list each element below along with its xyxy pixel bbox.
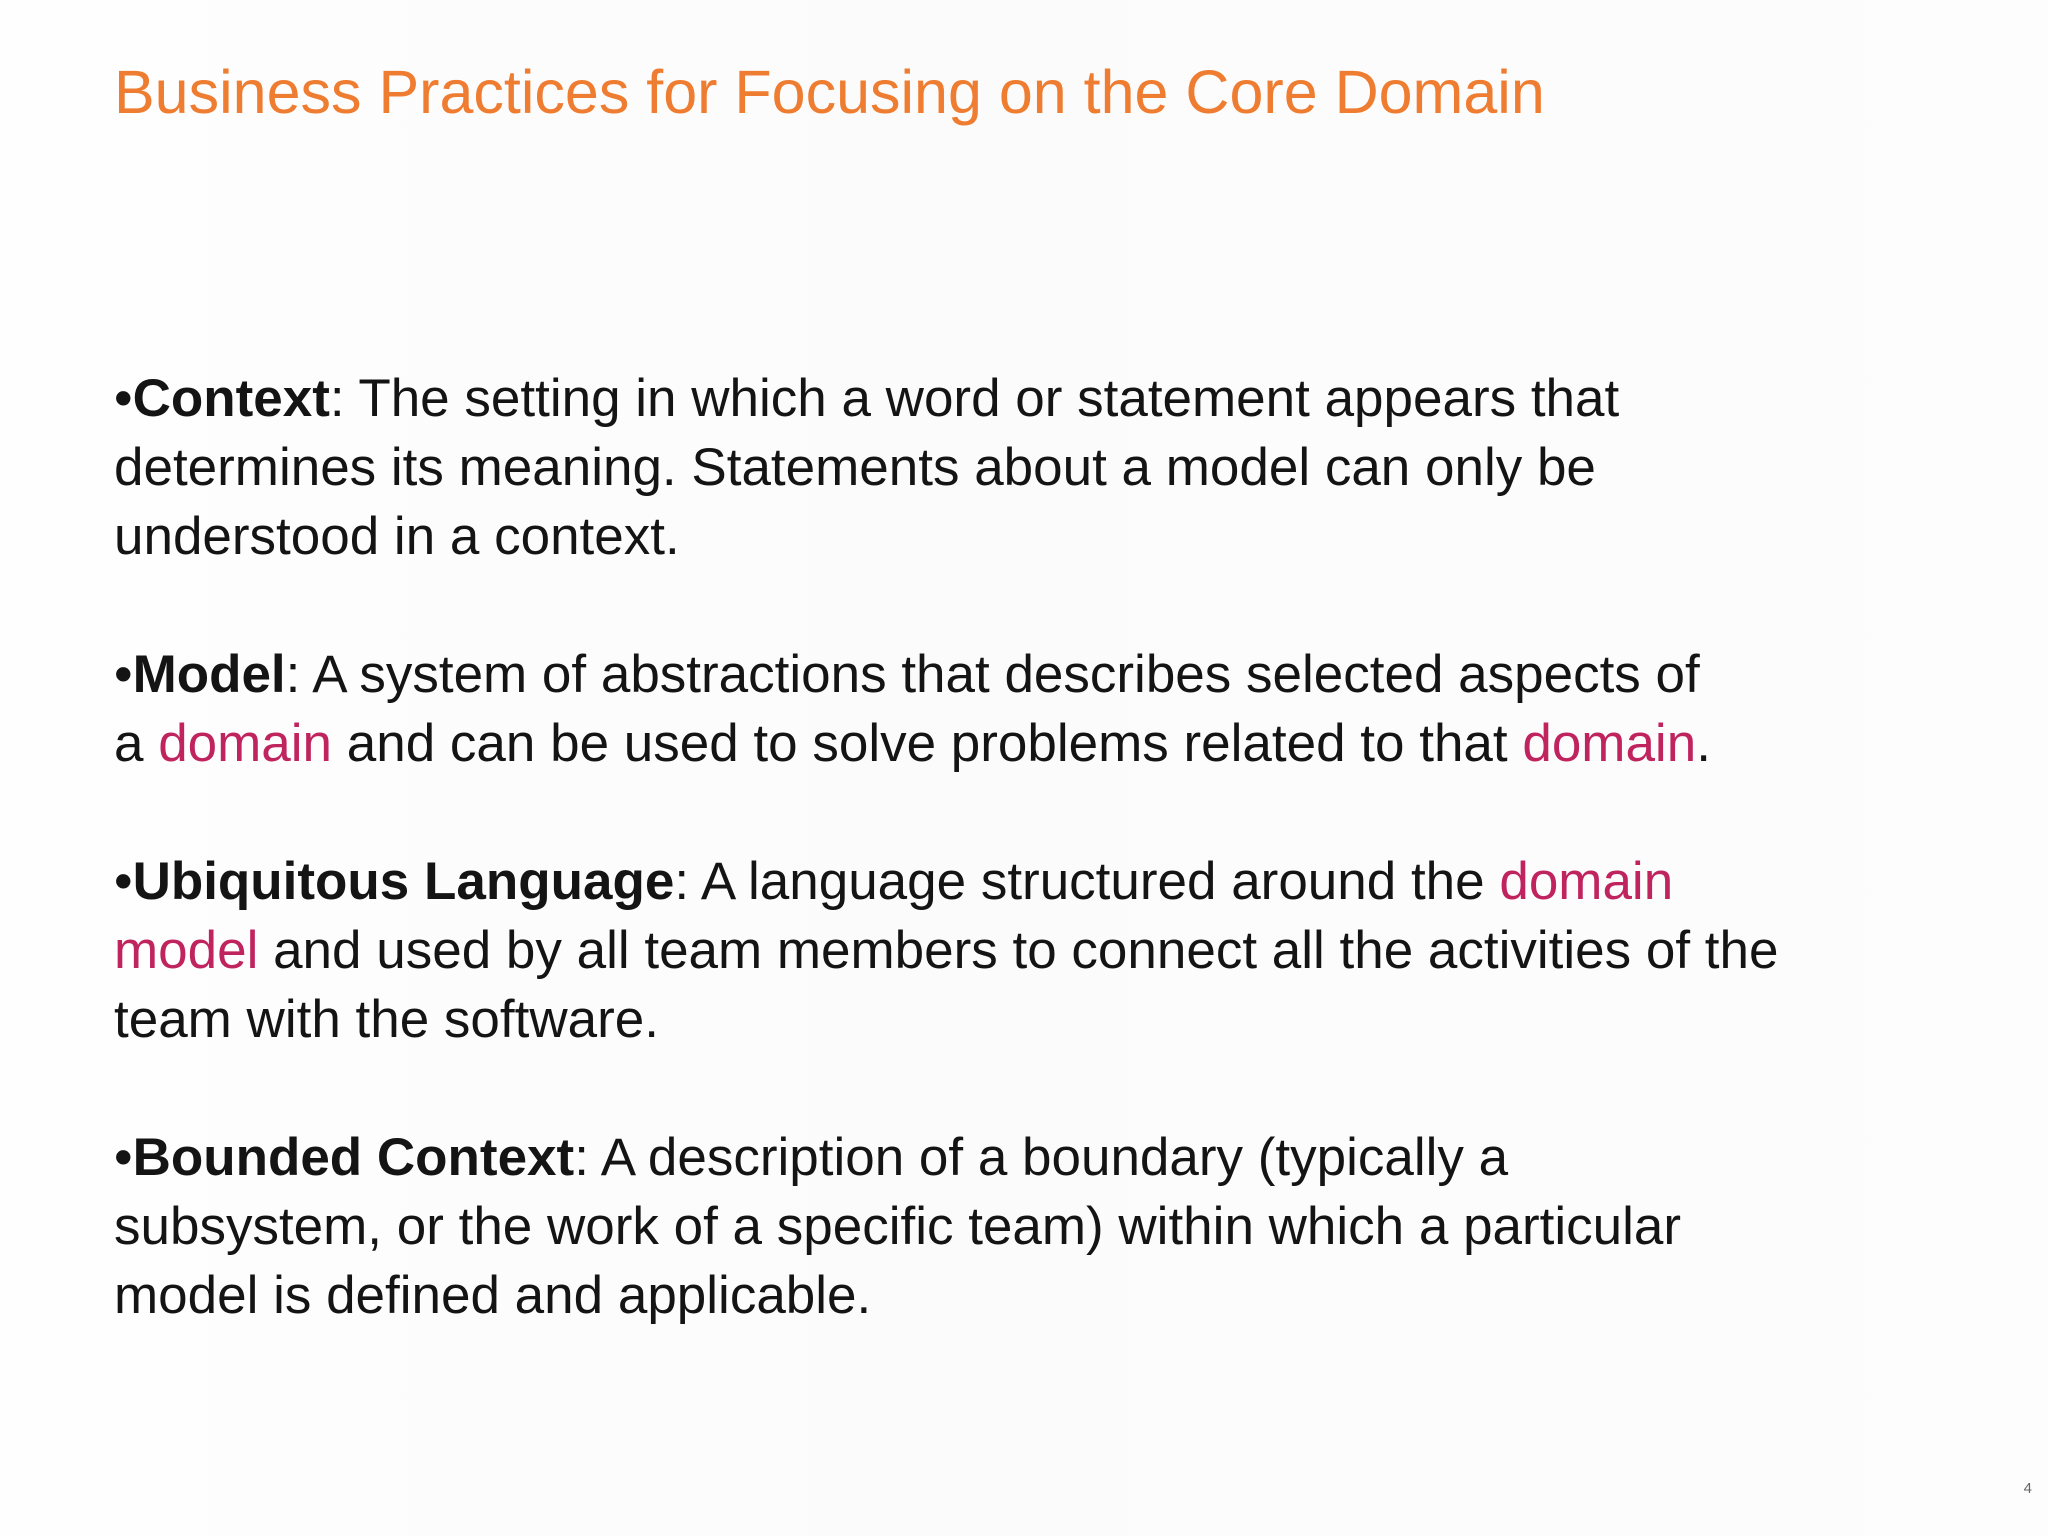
term-bounded-context: Bounded Context	[132, 1128, 575, 1187]
definition-text: team with the software.	[114, 990, 659, 1049]
term-context: Context	[132, 369, 330, 428]
definition-text: : The setting in which a word or statement appears that	[329, 369, 1620, 428]
bullet-line	[114, 709, 1964, 778]
bullet-line	[114, 847, 1964, 916]
definition-text: a	[114, 714, 159, 773]
bullet-line	[114, 364, 1964, 433]
bullet-marker: •	[114, 1128, 133, 1187]
page-number: 4	[2023, 1480, 2032, 1497]
bullet-line	[114, 916, 1964, 985]
bullet-line	[114, 640, 1964, 709]
bullet-bounded-context	[114, 1123, 1964, 1330]
bullet-line	[114, 1123, 1964, 1192]
term-ubiquitous-language: Ubiquitous Language	[132, 852, 675, 911]
definition-text: subsystem, or the work of a specific team) within which a particular	[114, 1197, 1682, 1256]
highlighted-term: domain	[1522, 714, 1697, 773]
definition-text: and used by all team members to connect all the activities of the	[258, 921, 1779, 980]
definition-text: understood in a context.	[114, 507, 680, 566]
bullet-marker: •	[114, 852, 133, 911]
definition-text: determines its meaning. Statements about a model can only be	[114, 438, 1596, 497]
definition-text: : A description of a boundary (typically a	[574, 1128, 1509, 1187]
definition-text: : A language structured around the	[674, 852, 1500, 911]
highlighted-term: domain	[158, 714, 333, 773]
bullet-model	[114, 640, 1964, 778]
definition-list	[114, 364, 1964, 1399]
bullet-marker: •	[114, 369, 133, 428]
highlighted-term: domain	[1499, 852, 1674, 911]
slide-title: Business Practices for Focusing on the Core Domain	[114, 58, 1545, 126]
highlighted-term: model	[114, 921, 259, 980]
definition-text: model is defined and applicable.	[114, 1266, 872, 1325]
bullet-marker: •	[114, 645, 133, 704]
definition-text: and can be used to solve problems related to that	[332, 714, 1523, 773]
bullet-context	[114, 364, 1964, 571]
term-model: Model	[132, 645, 286, 704]
definition-text: .	[1696, 714, 1711, 773]
definition-text: : A system of abstractions that describes selected aspects of	[285, 645, 1700, 704]
bullet-ubiquitous-language	[114, 847, 1964, 1054]
